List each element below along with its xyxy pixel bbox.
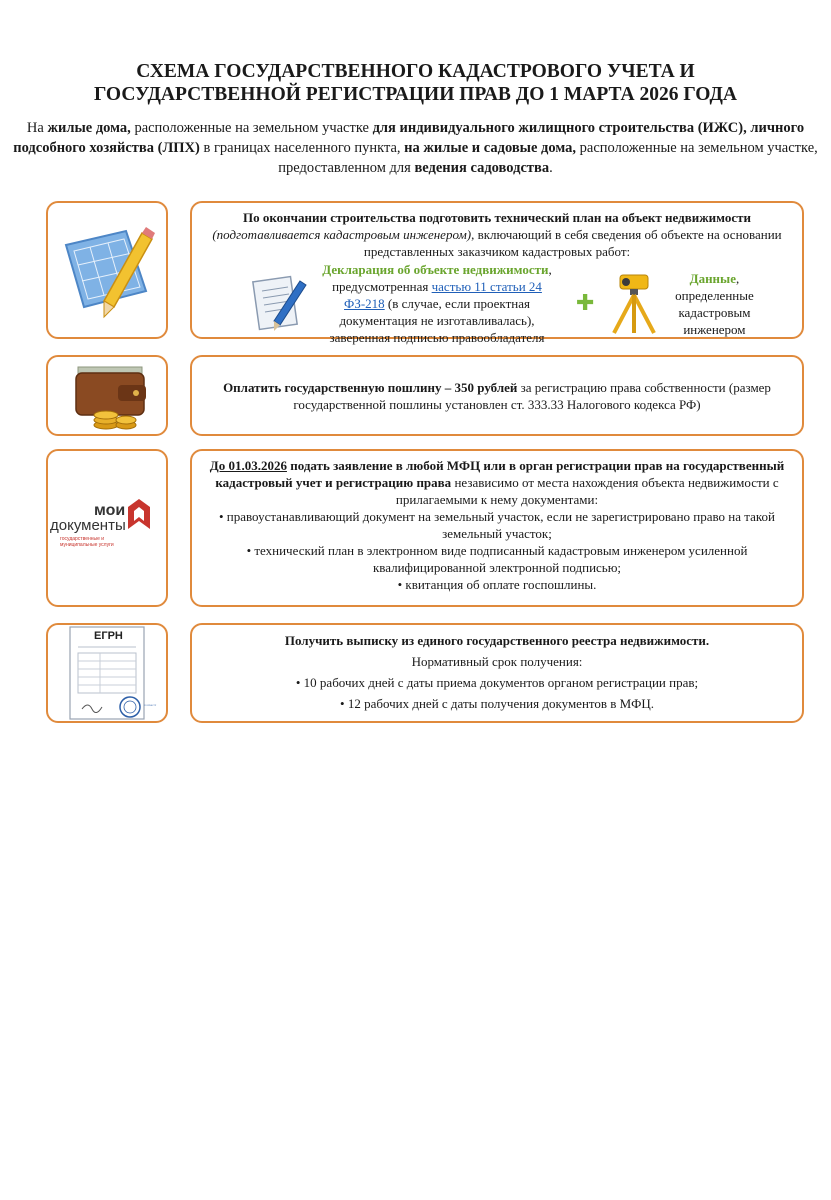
intro-text: расположенные на земельном участке, предоставленном для — [278, 140, 818, 176]
intro-text: расположенные на земельном участке — [130, 120, 373, 136]
list-item: • 10 рабочих дней с даты приема документов органом регистрации прав; — [295, 675, 699, 690]
step1-text: , включающий в себя сведения об объекте на основании представленных заказчиком кадастровых работ: — [363, 227, 782, 259]
step4-title — [202, 632, 792, 649]
step3-icon-box — [46, 449, 168, 607]
surveyor-tripod-icon — [606, 271, 662, 337]
moi-dokumenty-logo — [50, 503, 166, 548]
step3-intro — [200, 457, 794, 508]
intro-bold: жилые дома, — [47, 120, 131, 136]
list-item: • квитанция об оплате госпошлины. — [397, 577, 597, 592]
intro-text: в границах населенного пункта, — [199, 140, 405, 156]
intro-bold: на жилые и садовые дома, — [404, 140, 577, 156]
declaration-pen-icon — [250, 273, 310, 335]
intro-bold: ведения садоводства — [414, 160, 550, 176]
step1-icon-box — [46, 201, 168, 339]
engineer-data-title: Данные — [689, 270, 736, 286]
deadline-date: До 01.03.2026 — [209, 458, 287, 473]
declaration-text: , предусмотренная — [332, 262, 552, 294]
intro-text: . — [549, 160, 553, 176]
fee-text: за регистрацию права собственности (размер государственной пошлины установлен ст. 333.33 Налогового кодекса РФ) — [293, 380, 771, 412]
step2-text-box — [190, 355, 804, 436]
law-link[interactable]: частью 11 статьи 24 ФЗ-218 — [344, 279, 542, 311]
plus-icon: ✚ — [576, 291, 595, 316]
egrn-title: ЕГРН — [94, 630, 123, 642]
wallet-coins-icon — [48, 357, 166, 434]
list-item: • правоустанавливающий документ на земельный участок, если не зарегистрировано право на такой земельный участок; — [218, 509, 776, 541]
title-line-1: СХЕМА ГОСУДАРСТВЕННОГО КАДАСТРОВОГО УЧЕТА И — [136, 61, 695, 82]
list-item: • 12 рабочих дней с даты получения документов в МФЦ. — [340, 696, 654, 711]
intro-bold: для индивидуального жилищного строительства (ИЖС), личного подсобного хозяйства (ЛПХ) — [13, 120, 805, 156]
declaration-block — [312, 261, 562, 346]
step1-bold: По окончании строительства подготовить технический план на объект недвижимости — [243, 210, 751, 225]
engineer-data-text: , определенные кадастровым инженером — [675, 270, 754, 337]
step4-subtitle: Нормативный срок получения: — [411, 654, 583, 669]
step2-icon-box — [46, 355, 168, 436]
page-title — [20, 60, 811, 106]
step1-intro — [202, 209, 792, 260]
logo-subtitle: государственные и муниципальные услуги — [60, 536, 114, 548]
declaration-title: Декларация об объекте недвижимости — [322, 262, 549, 277]
step1-italic: (подготавливается кадастровым инженером) — [212, 227, 472, 242]
declaration-text: (в случае, если проектная документация не изготавливалась), заверенная подписью правообладателя — [329, 296, 545, 345]
step4-text-box — [190, 623, 804, 723]
engineer-data-block — [666, 270, 762, 338]
step3-bold: подать заявление в любой МФЦ или в орган регистрации прав на государственный кадастровый учет и регистрацию права — [215, 458, 785, 490]
logo-line-2: документы — [50, 517, 126, 534]
step3-text: независимо от места нахождения объекта недвижимости с прилагаемыми к нему документами: — [395, 475, 779, 507]
fee-amount: Оплатить государственную пошлину – 350 рублей — [223, 380, 518, 395]
documents-list — [200, 508, 794, 593]
intro-paragraph — [8, 118, 823, 178]
step3-text-box — [190, 449, 804, 607]
step4-icon-box — [46, 623, 168, 723]
step1-documents-row — [202, 261, 792, 346]
title-line-2: ГОСУДАРСТВЕННОЙ РЕГИСТРАЦИИ ПРАВ ДО 1 МАРТА 2026 ГОДА — [94, 84, 737, 105]
list-item: • технический план в электронном виде подписанный кадастровым инженером усиленной квалифицированной электронной подписью; — [246, 543, 748, 575]
blueprint-pencil-icon — [48, 203, 166, 337]
rosreestr-stamp-text: РОСРЕЕСТР — [144, 705, 157, 707]
step1-text-box — [190, 201, 804, 345]
logo-line-1: мои — [94, 502, 126, 519]
deadlines-list — [202, 674, 792, 712]
logo-mark-icon — [128, 499, 150, 529]
step4-title-text: Получить выписку из единого государственного реестра недвижимости. — [284, 633, 710, 648]
intro-text: На — [26, 120, 48, 136]
